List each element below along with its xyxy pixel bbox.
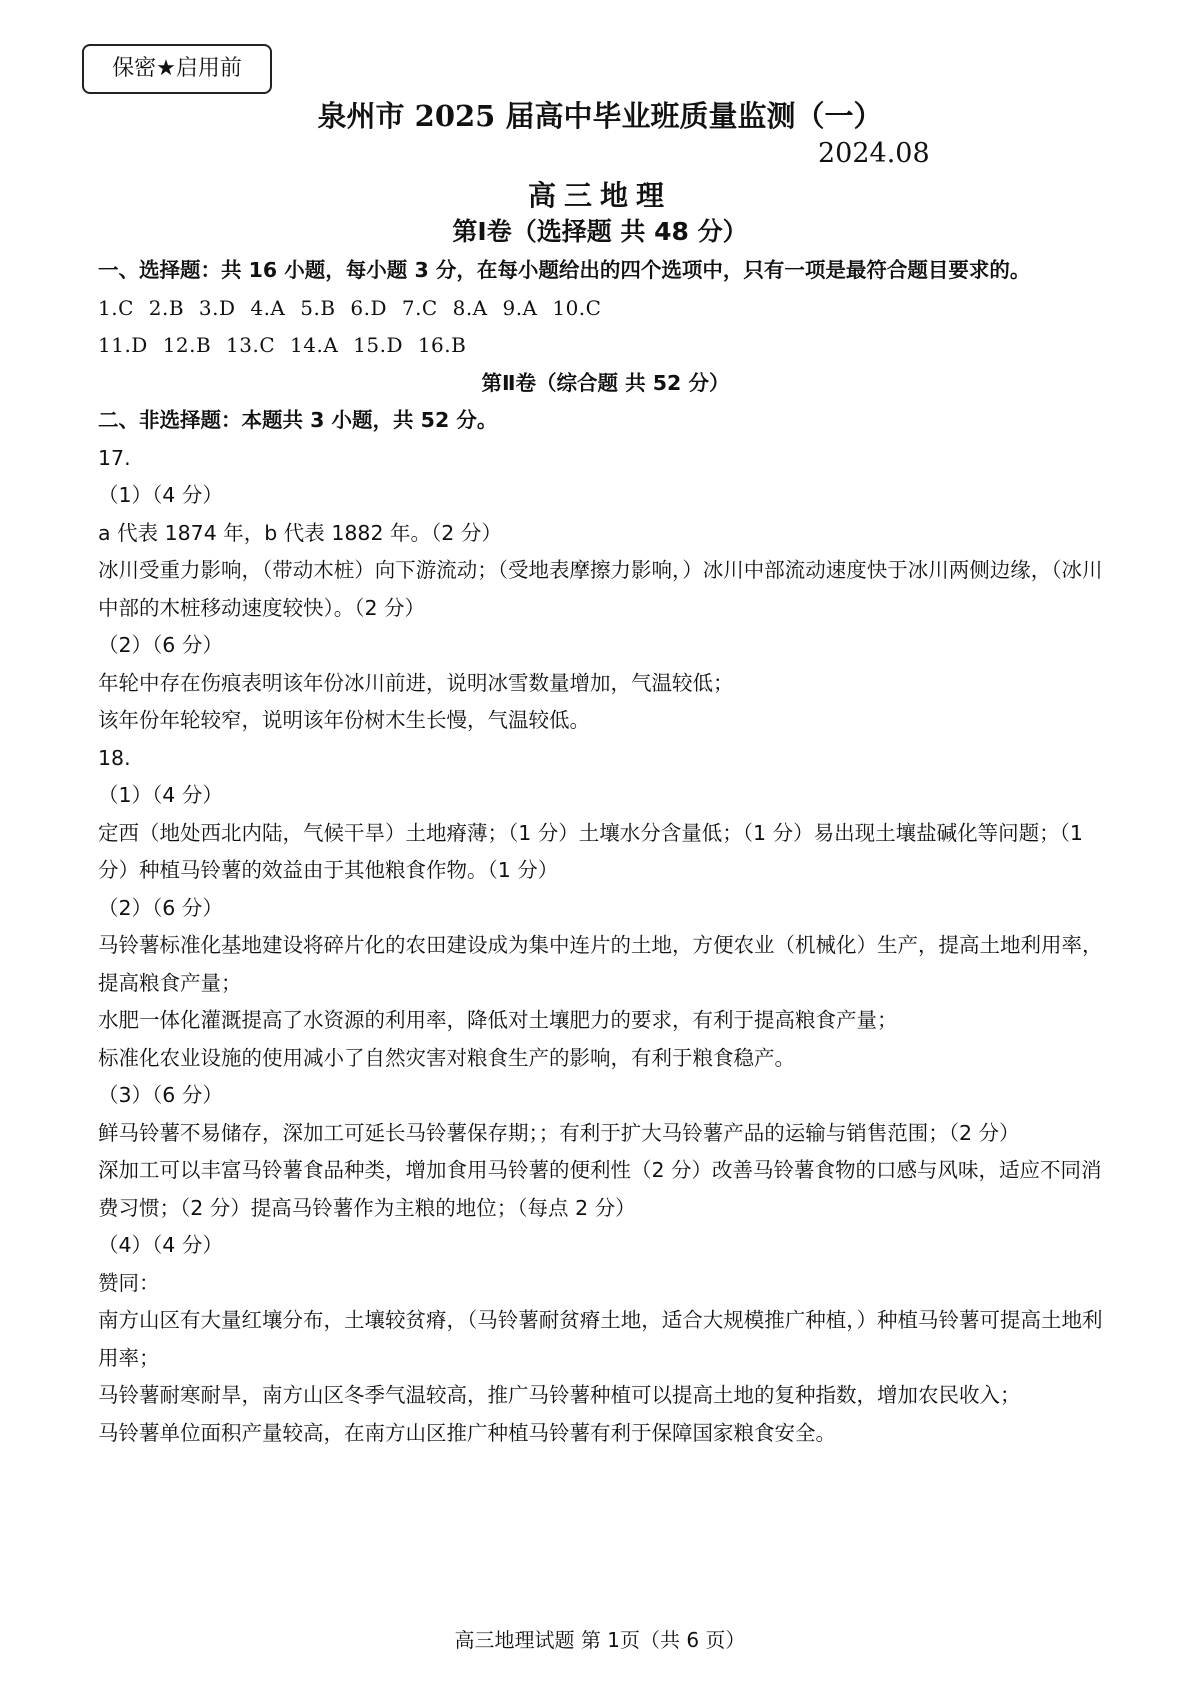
q18-part2-line: 水肥一体化灌溉提高了水资源的利用率，降低对土壤肥力的要求，有利于提高粮食产量； xyxy=(98,1008,898,1032)
q17-part2-line: 年轮中存在伤痕表明该年份冰川前进，说明冰雪数量增加，气温较低； xyxy=(98,670,734,695)
exam-date: 2024.08 xyxy=(818,138,930,169)
question-18-number: 18. xyxy=(98,745,131,770)
q18-part3-header: （3）（6 分） xyxy=(98,1083,223,1107)
q17-part1-line: a 代表 1874 年，b 代表 1882 年。（2 分） xyxy=(98,520,502,545)
question-17-number: 17. xyxy=(98,445,131,470)
section2-instruction: 二、非选择题：本题共 3 小题，共 52 分。 xyxy=(98,408,498,432)
subject-title: 高三地理 xyxy=(527,179,672,212)
q18-part4-line: 赞同： xyxy=(98,1270,160,1295)
q17-part1-header: （1）（4 分） xyxy=(98,483,223,507)
q18-part1-header: （1）（4 分） xyxy=(98,783,223,807)
q18-part2-line: 马铃薯标准化基地建设将碎片化的农田建设成为集中连片的土地，方便农业（机械化）生产，提高土地利用率，提高粮食产量； xyxy=(98,933,1103,995)
page-footer: 高三地理试题 第 1页（共 6 页） xyxy=(454,1628,746,1652)
answer-content xyxy=(98,252,1113,1452)
q18-part3-line: 深加工可以丰富马铃薯食品种类，增加食用马铃薯的便利性（2 分）改善马铃薯食物的口感与风味，适应不同消费习惯；（2 分）提高马铃薯作为主粮的地位；（每点 2 分） xyxy=(98,1158,1102,1220)
q18-part4-line: 马铃薯耐寒耐旱，南方山区冬季气温较高，推广马铃薯种植可以提高土地的复种指数，增加农民收入； xyxy=(98,1383,1021,1407)
q18-part1-line: 定西（地处西北内陆，气候干旱）土地瘠薄；（1 分）土壤水分含量低；（1 分）易出现土壤盐碱化等问题；（1 分）种植马铃薯的效益由于其他粮食作物。（1 分） xyxy=(98,820,1083,882)
section1-instruction: 一、选择题：共 16 小题，每小题 3 分，在每小题给出的四个选项中，只有一项是最符合题目要求的。 xyxy=(98,258,1031,282)
q17-part2-line: 该年份年轮较窄，说明该年份树木生长慢，气温较低。 xyxy=(98,708,590,732)
q18-part4-line: 马铃薯单位面积产量较高，在南方山区推广种植马铃薯有利于保障国家粮食安全。 xyxy=(98,1420,836,1445)
answers-line-1: 1.C 2.B 3.D 4.A 5.B 6.D 7.C 8.A 9.A 10.C xyxy=(98,295,602,320)
q18-part4-line: 南方山区有大量红壤分布，土壤较贫瘠，（马铃薯耐贫瘠土地，适合大规模推广种植，）种植马铃薯可提高土地利用率； xyxy=(98,1308,1103,1370)
confidential-label: 保密★启用前 xyxy=(82,44,272,94)
part2-title: 第Ⅱ卷（综合题 共 52 分） xyxy=(481,370,730,395)
q18-part2-header: （2）（6 分） xyxy=(98,895,223,920)
q18-part2-line: 标准化农业设施的使用减小了自然灾害对粮食生产的影响，有利于粮食稳产。 xyxy=(98,1045,795,1070)
q18-part4-header: （4）（4 分） xyxy=(98,1233,223,1257)
q18-part3-line: 鲜马铃薯不易储存，深加工可延长马铃薯保存期；；有利于扩大马铃薯产品的运输与销售范围；（2 分） xyxy=(98,1120,1020,1145)
exam-title: 泉州市 2025 届高中毕业班质量监测（一） xyxy=(317,99,883,133)
part1-title: 第Ⅰ卷（选择题 共 48 分） xyxy=(452,217,748,246)
answers-line-2: 11.D 12.B 13.C 14.A 15.D 16.B xyxy=(98,333,467,357)
q17-part2-header: （2）（6 分） xyxy=(98,633,223,657)
q17-part1-line: 冰川受重力影响，（带动木桩）向下游流动；（受地表摩擦力影响，）冰川中部流动速度快于冰川两侧边缘，（冰川中部的木桩移动速度较快）。（2 分） xyxy=(98,558,1103,620)
